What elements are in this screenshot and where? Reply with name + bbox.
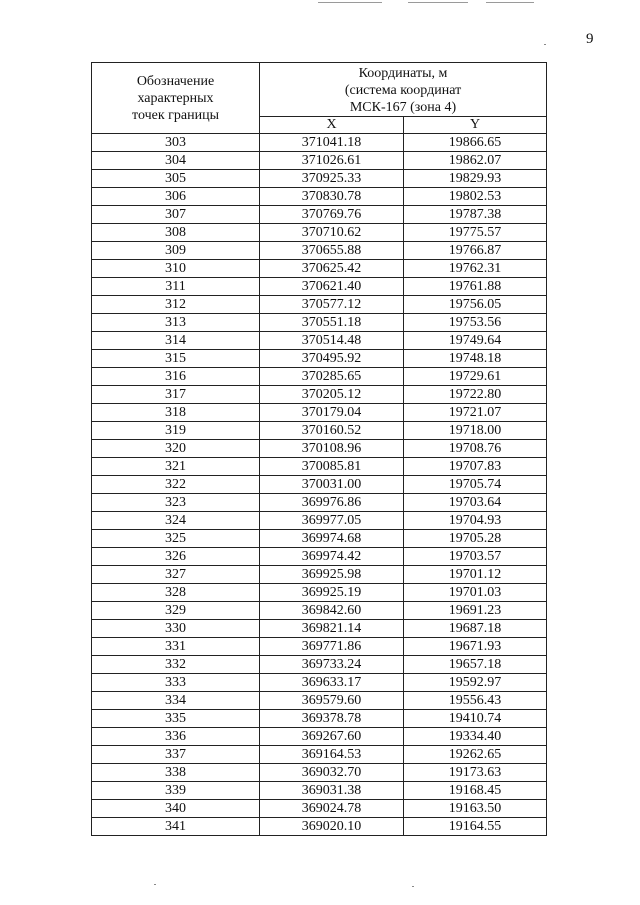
- table-row: [92, 764, 547, 782]
- table-row: [92, 818, 547, 836]
- y-coordinate-cell: 19722.80: [404, 386, 547, 404]
- x-coordinate-cell: 371041.18: [260, 134, 404, 152]
- y-coordinate-cell: 19862.07: [404, 152, 547, 170]
- x-coordinate-cell: 370495.92: [260, 350, 404, 368]
- table-row: [92, 188, 547, 206]
- point-id-cell: 306: [92, 188, 260, 206]
- table-row: [92, 440, 547, 458]
- y-coordinate-cell: 19703.64: [404, 494, 547, 512]
- x-coordinate-cell: 369733.24: [260, 656, 404, 674]
- y-coordinate-cell: 19761.88: [404, 278, 547, 296]
- header-point-text: Обозначение характерных точек границы: [132, 73, 219, 123]
- x-coordinate-cell: 369974.42: [260, 548, 404, 566]
- point-id-cell: 331: [92, 638, 260, 656]
- x-coordinate-cell: 369164.53: [260, 746, 404, 764]
- y-coordinate-cell: 19657.18: [404, 656, 547, 674]
- y-coordinate-cell: 19262.65: [404, 746, 547, 764]
- y-coordinate-cell: 19775.57: [404, 224, 547, 242]
- table-row: [92, 530, 547, 548]
- header-point-designation: [92, 63, 260, 134]
- x-coordinate-cell: 369020.10: [260, 818, 404, 836]
- y-coordinate-cell: 19787.38: [404, 206, 547, 224]
- x-coordinate-cell: 369267.60: [260, 728, 404, 746]
- y-coordinate-cell: 19671.93: [404, 638, 547, 656]
- scan-artifact-dot: [154, 884, 156, 885]
- point-id-cell: 337: [92, 746, 260, 764]
- x-coordinate-cell: 369032.70: [260, 764, 404, 782]
- table-row: [92, 152, 547, 170]
- x-coordinate-cell: 370925.33: [260, 170, 404, 188]
- table-row: [92, 782, 547, 800]
- point-id-cell: 323: [92, 494, 260, 512]
- point-id-cell: 328: [92, 584, 260, 602]
- x-coordinate-cell: 370655.88: [260, 242, 404, 260]
- y-coordinate-cell: 19766.87: [404, 242, 547, 260]
- point-id-cell: 327: [92, 566, 260, 584]
- header-coords-line2: (система координат: [344, 83, 462, 98]
- x-coordinate-cell: 370577.12: [260, 296, 404, 314]
- y-coordinate-cell: 19753.56: [404, 314, 547, 332]
- y-coordinate-cell: 19701.03: [404, 584, 547, 602]
- point-id-cell: 317: [92, 386, 260, 404]
- x-coordinate-cell: 370551.18: [260, 314, 404, 332]
- table-row: [92, 368, 547, 386]
- point-id-cell: 321: [92, 458, 260, 476]
- x-coordinate-cell: 369771.86: [260, 638, 404, 656]
- table-row: [92, 332, 547, 350]
- x-coordinate-cell: 369977.05: [260, 512, 404, 530]
- table-row: [92, 296, 547, 314]
- table-row: [92, 710, 547, 728]
- point-id-cell: 319: [92, 422, 260, 440]
- y-coordinate-cell: 19762.31: [404, 260, 547, 278]
- y-coordinate-cell: 19708.76: [404, 440, 547, 458]
- point-id-cell: 332: [92, 656, 260, 674]
- table-row: [92, 746, 547, 764]
- x-coordinate-cell: 369821.14: [260, 620, 404, 638]
- table-row: [92, 728, 547, 746]
- y-coordinate-cell: 19334.40: [404, 728, 547, 746]
- point-id-cell: 325: [92, 530, 260, 548]
- x-coordinate-cell: 370830.78: [260, 188, 404, 206]
- x-coordinate-cell: 369842.60: [260, 602, 404, 620]
- y-coordinate-cell: 19163.50: [404, 800, 547, 818]
- page-number: 9: [586, 31, 594, 47]
- point-id-cell: 310: [92, 260, 260, 278]
- header-y: Y: [404, 117, 547, 134]
- y-coordinate-cell: 19168.45: [404, 782, 547, 800]
- x-coordinate-cell: 370031.00: [260, 476, 404, 494]
- x-coordinate-cell: 370205.12: [260, 386, 404, 404]
- header-x: X: [260, 117, 404, 134]
- point-id-cell: 341: [92, 818, 260, 836]
- point-id-cell: 339: [92, 782, 260, 800]
- x-coordinate-cell: 370179.04: [260, 404, 404, 422]
- x-coordinate-cell: 369378.78: [260, 710, 404, 728]
- y-coordinate-cell: 19704.93: [404, 512, 547, 530]
- point-id-cell: 307: [92, 206, 260, 224]
- point-id-cell: 334: [92, 692, 260, 710]
- table-row: [92, 350, 547, 368]
- point-id-cell: 318: [92, 404, 260, 422]
- x-coordinate-cell: 369579.60: [260, 692, 404, 710]
- point-id-cell: 303: [92, 134, 260, 152]
- y-coordinate-cell: 19802.53: [404, 188, 547, 206]
- point-id-cell: 340: [92, 800, 260, 818]
- y-coordinate-cell: 19749.64: [404, 332, 547, 350]
- table-row: [92, 422, 547, 440]
- scan-artifact-dot: [544, 44, 546, 45]
- x-coordinate-cell: 369925.98: [260, 566, 404, 584]
- x-coordinate-cell: 370108.96: [260, 440, 404, 458]
- point-id-cell: 316: [92, 368, 260, 386]
- scan-artifact-top: [318, 2, 382, 3]
- x-coordinate-cell: 369974.68: [260, 530, 404, 548]
- point-id-cell: 326: [92, 548, 260, 566]
- point-id-cell: 330: [92, 620, 260, 638]
- table-body: [92, 134, 547, 836]
- y-coordinate-cell: 19866.65: [404, 134, 547, 152]
- table-row: [92, 134, 547, 152]
- point-id-cell: 314: [92, 332, 260, 350]
- point-id-cell: 309: [92, 242, 260, 260]
- y-coordinate-cell: 19410.74: [404, 710, 547, 728]
- table-row: [92, 692, 547, 710]
- table-row: [92, 800, 547, 818]
- table-row: [92, 314, 547, 332]
- y-coordinate-cell: 19703.57: [404, 548, 547, 566]
- scan-artifact-top: [486, 2, 534, 3]
- table-row: [92, 386, 547, 404]
- x-coordinate-cell: 370285.65: [260, 368, 404, 386]
- x-coordinate-cell: 369031.38: [260, 782, 404, 800]
- point-id-cell: 304: [92, 152, 260, 170]
- point-id-cell: 311: [92, 278, 260, 296]
- point-id-cell: 320: [92, 440, 260, 458]
- point-id-cell: 335: [92, 710, 260, 728]
- x-coordinate-cell: 370085.81: [260, 458, 404, 476]
- x-coordinate-cell: 370621.40: [260, 278, 404, 296]
- point-id-cell: 315: [92, 350, 260, 368]
- table-row: [92, 494, 547, 512]
- point-id-cell: 308: [92, 224, 260, 242]
- header-coords-line1: Координаты, м: [358, 66, 448, 81]
- table-row: [92, 656, 547, 674]
- y-coordinate-cell: 19556.43: [404, 692, 547, 710]
- table-row: [92, 206, 547, 224]
- point-id-cell: 338: [92, 764, 260, 782]
- header-coordinates: [260, 63, 547, 117]
- y-coordinate-cell: 19707.83: [404, 458, 547, 476]
- y-coordinate-cell: 19705.74: [404, 476, 547, 494]
- x-coordinate-cell: 370160.52: [260, 422, 404, 440]
- y-coordinate-cell: 19721.07: [404, 404, 547, 422]
- header-coords-line3: МСК-167 (зона 4): [349, 100, 457, 115]
- table-row: [92, 242, 547, 260]
- y-coordinate-cell: 19173.63: [404, 764, 547, 782]
- x-coordinate-cell: 369976.86: [260, 494, 404, 512]
- x-coordinate-cell: 370625.42: [260, 260, 404, 278]
- y-coordinate-cell: 19756.05: [404, 296, 547, 314]
- point-id-cell: 322: [92, 476, 260, 494]
- y-coordinate-cell: 19691.23: [404, 602, 547, 620]
- y-coordinate-cell: 19164.55: [404, 818, 547, 836]
- table-header-row: [92, 63, 547, 117]
- table-row: [92, 224, 547, 242]
- table-row: [92, 566, 547, 584]
- scan-artifact-top: [408, 2, 468, 3]
- scan-artifact-dot: [412, 886, 414, 887]
- x-coordinate-cell: 369633.17: [260, 674, 404, 692]
- point-id-cell: 305: [92, 170, 260, 188]
- table-row: [92, 674, 547, 692]
- table-row: [92, 476, 547, 494]
- table-row: [92, 278, 547, 296]
- coordinates-table: [91, 62, 547, 836]
- point-id-cell: 336: [92, 728, 260, 746]
- x-coordinate-cell: 370710.62: [260, 224, 404, 242]
- x-coordinate-cell: 370769.76: [260, 206, 404, 224]
- point-id-cell: 324: [92, 512, 260, 530]
- table-row: [92, 548, 547, 566]
- point-id-cell: 329: [92, 602, 260, 620]
- table-row: [92, 512, 547, 530]
- table-row: [92, 458, 547, 476]
- y-coordinate-cell: 19592.97: [404, 674, 547, 692]
- table-row: [92, 170, 547, 188]
- table-row: [92, 584, 547, 602]
- table-row: [92, 620, 547, 638]
- x-coordinate-cell: 369925.19: [260, 584, 404, 602]
- y-coordinate-cell: 19687.18: [404, 620, 547, 638]
- y-coordinate-cell: 19729.61: [404, 368, 547, 386]
- y-coordinate-cell: 19829.93: [404, 170, 547, 188]
- x-coordinate-cell: 370514.48: [260, 332, 404, 350]
- point-id-cell: 313: [92, 314, 260, 332]
- table-row: [92, 260, 547, 278]
- table-row: [92, 602, 547, 620]
- y-coordinate-cell: 19705.28: [404, 530, 547, 548]
- x-coordinate-cell: 369024.78: [260, 800, 404, 818]
- point-id-cell: 312: [92, 296, 260, 314]
- y-coordinate-cell: 19718.00: [404, 422, 547, 440]
- x-coordinate-cell: 371026.61: [260, 152, 404, 170]
- point-id-cell: 333: [92, 674, 260, 692]
- table-row: [92, 638, 547, 656]
- y-coordinate-cell: 19748.18: [404, 350, 547, 368]
- table-row: [92, 404, 547, 422]
- y-coordinate-cell: 19701.12: [404, 566, 547, 584]
